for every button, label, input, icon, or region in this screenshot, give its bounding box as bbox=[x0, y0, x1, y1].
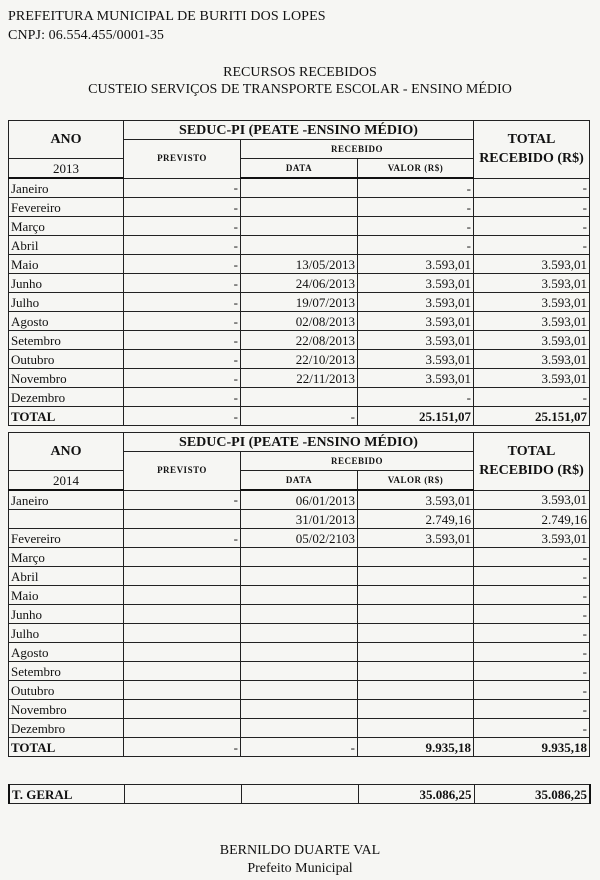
row-month: Maio bbox=[9, 586, 124, 605]
row-data: 19/07/2013 bbox=[241, 293, 358, 312]
row-valor: - bbox=[358, 198, 474, 217]
row-total: - bbox=[474, 548, 590, 567]
row-month: Fevereiro bbox=[9, 198, 124, 217]
row-valor bbox=[358, 662, 474, 681]
row-total: 3.593,01 bbox=[474, 369, 590, 388]
previsto-header: PREVISTO bbox=[124, 452, 241, 491]
row-valor: 3.593,01 bbox=[358, 293, 474, 312]
row-previsto: - bbox=[124, 350, 241, 369]
table-row bbox=[9, 312, 590, 331]
row-total: - bbox=[474, 198, 590, 217]
row-valor: - bbox=[358, 178, 474, 198]
row-previsto bbox=[124, 662, 241, 681]
total-data: - bbox=[241, 407, 358, 426]
row-previsto bbox=[124, 586, 241, 605]
row-month: Julho bbox=[9, 624, 124, 643]
row-data: 06/01/2013 bbox=[241, 490, 358, 510]
row-valor: 3.593,01 bbox=[358, 312, 474, 331]
row-previsto: - bbox=[124, 331, 241, 350]
row-month: Novembro bbox=[9, 700, 124, 719]
total-total: 9.935,18 bbox=[474, 738, 590, 757]
recebido-header: RECEBIDO bbox=[241, 452, 474, 471]
row-previsto: - bbox=[124, 490, 241, 510]
ano-header: ANO bbox=[9, 121, 124, 159]
row-previsto bbox=[124, 567, 241, 586]
table-2013 bbox=[8, 120, 590, 426]
row-data bbox=[241, 388, 358, 407]
row-data: 24/06/2013 bbox=[241, 274, 358, 293]
row-data: 02/08/2013 bbox=[241, 312, 358, 331]
row-data bbox=[241, 548, 358, 567]
grand-total-valor: 35.086,25 bbox=[358, 785, 474, 804]
total-header-line1: TOTAL bbox=[507, 132, 556, 148]
signature-role: Prefeito Municipal bbox=[247, 861, 353, 876]
table-row bbox=[9, 700, 590, 719]
row-previsto: - bbox=[124, 274, 241, 293]
row-previsto: - bbox=[124, 255, 241, 274]
row-previsto bbox=[124, 643, 241, 662]
table-row bbox=[9, 236, 590, 255]
row-previsto: - bbox=[124, 293, 241, 312]
valor-header: VALOR (R$) bbox=[358, 471, 474, 491]
grand-total-previsto bbox=[124, 785, 241, 804]
row-valor bbox=[358, 586, 474, 605]
row-valor: 3.593,01 bbox=[358, 529, 474, 548]
row-previsto bbox=[124, 624, 241, 643]
row-valor: 3.593,01 bbox=[358, 369, 474, 388]
previsto-header: PREVISTO bbox=[124, 140, 241, 179]
row-data bbox=[241, 236, 358, 255]
row-month: Agosto bbox=[9, 643, 124, 662]
table-row bbox=[9, 217, 590, 236]
row-previsto bbox=[124, 719, 241, 738]
row-total: - bbox=[474, 700, 590, 719]
row-valor bbox=[358, 567, 474, 586]
source-header: SEDUC-PI (PEATE -ENSINO MÉDIO) bbox=[124, 433, 474, 452]
table-row bbox=[9, 350, 590, 369]
table-row bbox=[9, 490, 590, 510]
row-month bbox=[9, 510, 124, 529]
total-previsto: - bbox=[124, 738, 241, 757]
row-previsto: - bbox=[124, 369, 241, 388]
row-total: 3.593,01 bbox=[474, 350, 590, 369]
row-total: 3.593,01 bbox=[474, 312, 590, 331]
row-total: - bbox=[474, 643, 590, 662]
row-data bbox=[241, 178, 358, 198]
doc-subtitle: CUSTEIO SERVIÇOS DE TRANSPORTE ESCOLAR - ENSINO MÉDIO bbox=[88, 82, 512, 97]
row-month: Setembro bbox=[9, 331, 124, 350]
table-row bbox=[9, 274, 590, 293]
row-month: Dezembro bbox=[9, 719, 124, 738]
row-previsto bbox=[124, 681, 241, 700]
table-row bbox=[9, 586, 590, 605]
row-valor bbox=[358, 605, 474, 624]
row-month: Janeiro bbox=[9, 490, 124, 510]
total-label: TOTAL bbox=[9, 738, 124, 757]
row-previsto bbox=[124, 605, 241, 624]
total-valor: 9.935,18 bbox=[358, 738, 474, 757]
row-month: Outubro bbox=[9, 350, 124, 369]
source-header: SEDUC-PI (PEATE -ENSINO MÉDIO) bbox=[124, 121, 474, 140]
row-data: 22/11/2013 bbox=[241, 369, 358, 388]
total-recebido-header bbox=[474, 433, 590, 491]
row-total: - bbox=[474, 388, 590, 407]
row-month: Dezembro bbox=[9, 388, 124, 407]
table-row bbox=[9, 643, 590, 662]
row-valor: 3.593,01 bbox=[358, 350, 474, 369]
row-previsto: - bbox=[124, 312, 241, 331]
row-data bbox=[241, 198, 358, 217]
doc-title: RECURSOS RECEBIDOS bbox=[223, 65, 377, 80]
row-valor bbox=[358, 719, 474, 738]
row-total: - bbox=[474, 586, 590, 605]
grand-total-table bbox=[8, 784, 591, 804]
data-header: DATA bbox=[241, 159, 358, 179]
table-row bbox=[9, 719, 590, 738]
row-data bbox=[241, 681, 358, 700]
total-header-line2: RECEBIDO (R$) bbox=[479, 151, 584, 167]
grand-total-label: T. GERAL bbox=[9, 785, 124, 804]
table-row bbox=[9, 293, 590, 312]
row-valor: 3.593,01 bbox=[358, 255, 474, 274]
total-previsto: - bbox=[124, 407, 241, 426]
row-month: Junho bbox=[9, 274, 124, 293]
table-row bbox=[9, 198, 590, 217]
row-valor: 3.593,01 bbox=[358, 490, 474, 510]
row-previsto: - bbox=[124, 178, 241, 198]
row-data bbox=[241, 662, 358, 681]
row-total: - bbox=[474, 567, 590, 586]
row-month: Março bbox=[9, 217, 124, 236]
row-total: 3.593,01 bbox=[474, 293, 590, 312]
row-month: Novembro bbox=[9, 369, 124, 388]
row-total: - bbox=[474, 605, 590, 624]
row-valor bbox=[358, 643, 474, 662]
valor-header: VALOR (R$) bbox=[358, 159, 474, 179]
row-data bbox=[241, 719, 358, 738]
row-month: Agosto bbox=[9, 312, 124, 331]
row-data bbox=[241, 605, 358, 624]
table-row bbox=[9, 388, 590, 407]
table-row bbox=[9, 662, 590, 681]
row-valor: 2.749,16 bbox=[358, 510, 474, 529]
row-total: - bbox=[474, 681, 590, 700]
table-row bbox=[9, 529, 590, 548]
year-label: 2014 bbox=[9, 471, 124, 491]
table-row bbox=[9, 255, 590, 274]
table-row bbox=[9, 681, 590, 700]
row-total: 3.593,01 bbox=[474, 331, 590, 350]
table-row bbox=[9, 567, 590, 586]
row-data: 31/01/2013 bbox=[241, 510, 358, 529]
row-data bbox=[241, 643, 358, 662]
grand-total-total: 35.086,25 bbox=[474, 785, 590, 804]
row-previsto: - bbox=[124, 388, 241, 407]
row-data bbox=[241, 700, 358, 719]
row-total: 3.593,01 bbox=[474, 490, 590, 510]
row-data bbox=[241, 217, 358, 236]
year-label: 2013 bbox=[9, 159, 124, 179]
ano-header: ANO bbox=[9, 433, 124, 471]
row-valor bbox=[358, 624, 474, 643]
row-month: Julho bbox=[9, 293, 124, 312]
total-label: TOTAL bbox=[9, 407, 124, 426]
total-data: - bbox=[241, 738, 358, 757]
row-data bbox=[241, 586, 358, 605]
row-total: - bbox=[474, 178, 590, 198]
table-row bbox=[9, 178, 590, 198]
row-month: Setembro bbox=[9, 662, 124, 681]
row-previsto: - bbox=[124, 236, 241, 255]
row-data bbox=[241, 624, 358, 643]
row-total: 3.593,01 bbox=[474, 529, 590, 548]
row-data bbox=[241, 567, 358, 586]
row-data: 13/05/2013 bbox=[241, 255, 358, 274]
data-header: DATA bbox=[241, 471, 358, 491]
row-valor bbox=[358, 548, 474, 567]
grand-total-data bbox=[241, 785, 358, 804]
row-total: - bbox=[474, 217, 590, 236]
row-valor bbox=[358, 681, 474, 700]
row-previsto: - bbox=[124, 198, 241, 217]
total-valor: 25.151,07 bbox=[358, 407, 474, 426]
row-total: 3.593,01 bbox=[474, 274, 590, 293]
row-month: Junho bbox=[9, 605, 124, 624]
table-row bbox=[9, 369, 590, 388]
row-total: - bbox=[474, 719, 590, 738]
row-data: 05/02/2103 bbox=[241, 529, 358, 548]
table-row bbox=[9, 331, 590, 350]
row-month: Janeiro bbox=[9, 178, 124, 198]
row-month: Abril bbox=[9, 236, 124, 255]
table-row bbox=[9, 510, 590, 529]
row-month: Março bbox=[9, 548, 124, 567]
row-month: Outubro bbox=[9, 681, 124, 700]
row-valor: 3.593,01 bbox=[358, 274, 474, 293]
row-valor: - bbox=[358, 388, 474, 407]
row-previsto bbox=[124, 510, 241, 529]
row-total: 2.749,16 bbox=[474, 510, 590, 529]
total-total: 25.151,07 bbox=[474, 407, 590, 426]
total-row bbox=[9, 738, 590, 757]
org-name: PREFEITURA MUNICIPAL DE BURITI DOS LOPES bbox=[8, 9, 326, 24]
table-2014 bbox=[8, 432, 590, 757]
row-total: 3.593,01 bbox=[474, 255, 590, 274]
total-header-line1: TOTAL bbox=[507, 444, 556, 460]
table-row bbox=[9, 548, 590, 567]
row-previsto bbox=[124, 700, 241, 719]
row-previsto: - bbox=[124, 529, 241, 548]
row-valor: 3.593,01 bbox=[358, 331, 474, 350]
row-valor bbox=[358, 700, 474, 719]
total-row bbox=[9, 407, 590, 426]
signature-name: BERNILDO DUARTE VAL bbox=[219, 843, 381, 858]
table-row bbox=[9, 624, 590, 643]
row-valor: - bbox=[358, 236, 474, 255]
row-month: Abril bbox=[9, 567, 124, 586]
row-previsto bbox=[124, 548, 241, 567]
total-recebido-header bbox=[474, 121, 590, 179]
row-month: Maio bbox=[9, 255, 124, 274]
recebido-header: RECEBIDO bbox=[241, 140, 474, 159]
cnpj: CNPJ: 06.554.455/0001-35 bbox=[8, 28, 165, 43]
row-previsto: - bbox=[124, 217, 241, 236]
row-valor: - bbox=[358, 217, 474, 236]
row-total: - bbox=[474, 662, 590, 681]
row-total: - bbox=[474, 624, 590, 643]
row-data: 22/08/2013 bbox=[241, 331, 358, 350]
table-row bbox=[9, 605, 590, 624]
row-month: Fevereiro bbox=[9, 529, 124, 548]
total-header-line2: RECEBIDO (R$) bbox=[479, 463, 584, 479]
row-total: - bbox=[474, 236, 590, 255]
row-data: 22/10/2013 bbox=[241, 350, 358, 369]
